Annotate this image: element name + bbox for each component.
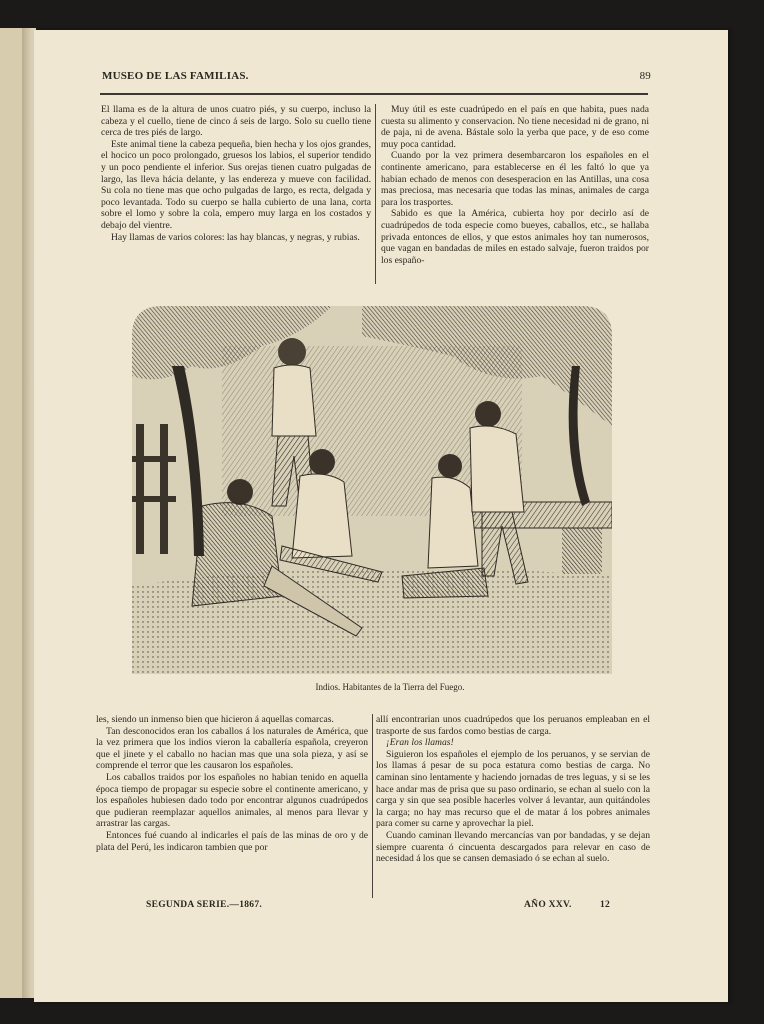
column-rule — [372, 714, 373, 898]
paragraph: Tan desconocidos eran los caballos á los naturales de América, que la vez primera que los indios vieron la caballería española, creyeron que el jinete y el caballo no hacian mas que una sola pieza, y así se comprende el terror que les causaron los españoles. — [96, 725, 368, 772]
bottom-left-column — [96, 714, 368, 853]
footer-year: AÑO XXV. — [524, 900, 572, 910]
header-rule — [100, 93, 648, 95]
paragraph: Entonces fué cuando al indicarles el país de las minas de oro y de plata del Perú, les indicaron tambien que por — [96, 829, 368, 853]
paragraph: Sabido es que la América, cubierta hoy por decirlo así de cuadrúpedos de toda especie como bueyes, caballos, etc., se hallaba privada entonces de ellos, y que estos animales hoy tan numerosos, que vagan en bandadas de miles en estado salvaje, fueron traidos por los españo- — [381, 208, 649, 266]
paragraph: Cuando por la vez primera desembarcaron los españoles en el continente americano, para establecerse en él les faltó lo que ya habian echado de menos con desesperacion en las Antillas, una cosa mas preciosa, mas necesaria que todas las minas, animales de carga para los trasportes. — [381, 150, 649, 208]
top-left-column — [101, 104, 371, 243]
page-number: 89 — [639, 70, 651, 82]
paragraph: Este animal tiene la cabeza pequeña, bien hecha y los ojos grandes, el hocico un poco prolongado, gruesos los labios, el superior tendido y un poco pendiente el inferior. Sus orejas tienen cuatro pulgadas de largo, las lleva hácia delante, y las endereza y mueve con facilidad. Su cola no tiene mas que ocho pulgadas de largo, es recta, delgada y poco levantada. Todo su cuerpo se halla cubierto de una lana, corta sobre el lomo y sobre la cola, empero muy larga en los costados y debajo del vientre. — [101, 138, 371, 231]
illustration-caption: Indios. Habitantes de la Tierra del Fuego. — [315, 682, 465, 692]
bottom-right-column — [376, 714, 650, 865]
paragraph: ¡Eran los llamas! — [386, 737, 454, 749]
top-right-column — [381, 104, 649, 266]
paragraph: El llama es de la altura de unos cuatro piés, y su cuerpo, incluso la cabeza y el cuello, tiene de cinco á seis de largo. Solo su cuello tiene cerca de tres piés de largo. — [101, 104, 371, 139]
paragraph: Hay llamas de varios colores: las hay blancas, y negras, y rubias. — [111, 231, 360, 243]
footer-sheet-number: 12 — [600, 900, 611, 910]
engraving-illustration — [132, 306, 612, 674]
paragraph: les, siendo un inmenso bien que hicieron á aquellas comarcas. — [96, 714, 334, 725]
paragraph: Siguieron los españoles el ejemplo de los peruanos, y se servian de los llamas á pesar de su poca estatura como bestias de carga. No caminan sino lentamente y haciendo jornadas de tres leguas, y si se les hace andar mas de prisa que su paso ordinario, se echan al suelo con la carga y sin que sea posible hacerles volver á levantar, aun quitándoles la carga; no hay mas recurso que el de matar á los pobres animales para comer su carne y aprovechar la piel. — [376, 748, 650, 830]
column-rule — [375, 104, 376, 284]
paragraph: allí encontrarian unos cuadrúpedos que los peruanos empleaban en el trasporte de sus fardos como bestias de carga. — [376, 714, 650, 737]
paragraph: Cuando caminan llevando mercancías van por bandadas, y se dejan siempre cuarenta ó cincuenta descargados para relevar en caso de necesidad á los que se cansen demasiado ó se echan al suelo. — [376, 829, 650, 865]
journal-title: MUSEO DE LAS FAMILIAS. — [102, 70, 249, 82]
paragraph: Los caballos traidos por los españoles no habian tenido en aquella época tiempo de propagar su especie sobre el continente americano, y los españoles hubiesen dado todo por encontrar algunos cuadrúpedos que pudieran reemplazar aquellos animales, al menos para llevar y arrastrar las cargas. — [96, 771, 368, 830]
footer-series: SEGUNDA SERIE.—1867. — [146, 900, 263, 910]
paragraph: Muy útil es este cuadrúpedo en el país en que habita, pues nada cuesta su alimento y conservacion. No tiene necesidad ni de grano, ni de paja, ni de avena. Bástale solo la yerba que pace, y de eso come muy poca cantidad. — [381, 104, 649, 150]
